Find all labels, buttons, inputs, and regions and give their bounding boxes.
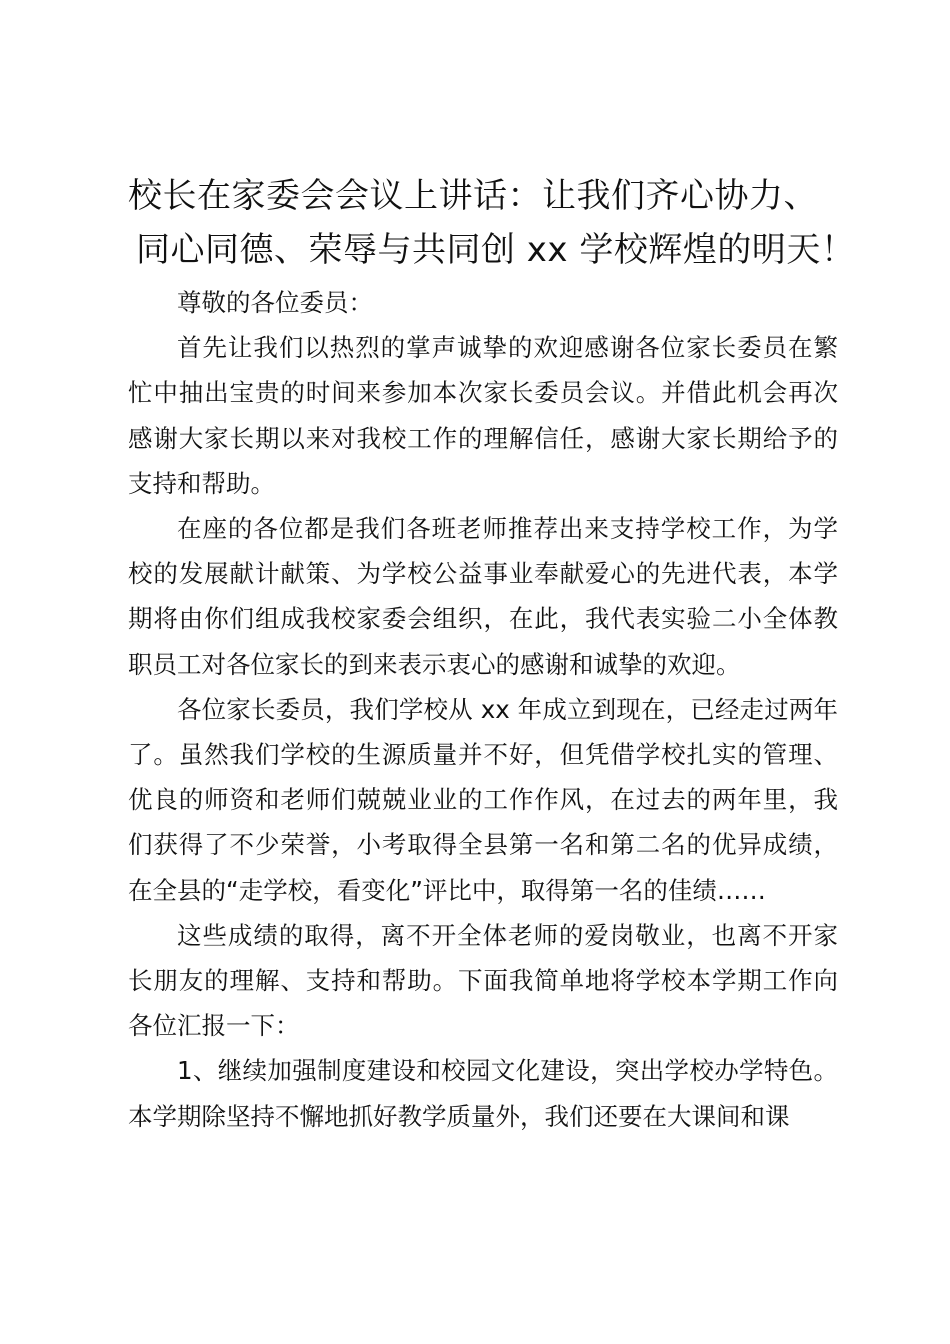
document-body (128, 280, 838, 1139)
document-title-line-2: 同心同德、荣辱与共同创 xx 学校辉煌的明天！ (136, 230, 856, 270)
paragraph-4: 这些成绩的取得，离不开全体老师的爱岗敬业，也离不开家长朋友的理解、支持和帮助。下面我简单地将学校本学期工作向各位汇报一下： (128, 920, 838, 1041)
paragraph-1: 首先让我们以热烈的掌声诚挚的欢迎感谢各位家长委员在繁忙中抽出宝贵的时间来参加本次家长委员会议。并借此机会再次感谢大家长期以来对我校工作的理解信任，感谢大家长期给予的支持和帮助。 (128, 333, 838, 498)
paragraph-3: 各位家长委员，我们学校从 xx 年成立到现在，已经走过两年了。虽然我们学校的生源质量并不好，但凭借学校扎实的管理、优良的师资和老师们兢兢业业的工作作风，在过去的两年里，我们获得了不少荣誉，小考取得全县第一名和第二名的优异成绩，在全县的“走学校，看变化”评比中，取得第一名的佳绩…… (128, 694, 838, 905)
paragraph-2: 在座的各位都是我们各班老师推荐出来支持学校工作，为学校的发展献计献策、为学校公益事业奉献爱心的先进代表，本学期将由你们组成我校家委会组织，在此，我代表实验二小全体教职员工对各位家长的到来表示衷心的感谢和诚挚的欢迎。 (128, 514, 838, 679)
document-title-line-1: 校长在家委会会议上讲话：让我们齐心协力、 (128, 176, 818, 216)
paragraph-5: 1、继续加强制度建设和校园文化建设，突出学校办学特色。本学期除坚持不懈地抓好教学质量外，我们还要在大课间和课 (128, 1056, 838, 1131)
salutation: 尊敬的各位委员： (177, 288, 373, 317)
